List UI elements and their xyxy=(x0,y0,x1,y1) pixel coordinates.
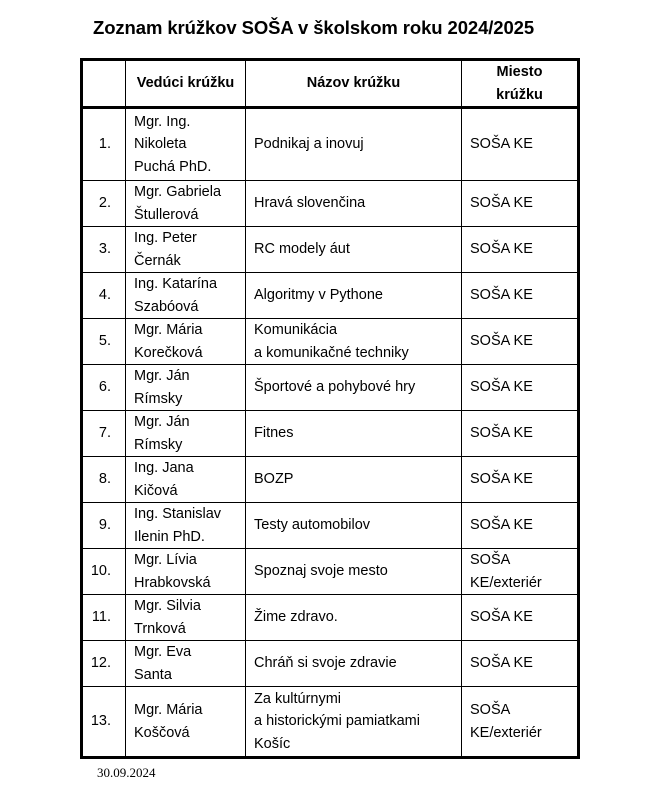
leader-cell-line: Ing. Katarína xyxy=(134,276,218,292)
row-number-text: 12. xyxy=(90,655,111,672)
leader-cell xyxy=(126,181,246,227)
place-cell xyxy=(462,227,579,273)
club-name-cell xyxy=(246,503,462,549)
header-club-name: Názov krúžku xyxy=(246,60,462,108)
club-name-cell xyxy=(246,687,462,758)
club-name-cell-line: Hravá slovenčina xyxy=(254,195,366,212)
leader-cell-line: Szabóová xyxy=(134,298,199,315)
club-name-cell-line: Žime zdravo. xyxy=(254,609,338,626)
leader-cell-line: Mgr. Silvia xyxy=(134,598,201,614)
row-number-text: 3. xyxy=(98,241,111,258)
leader-cell-line: Mgr. Mária xyxy=(134,702,203,718)
place-cell-line: SOŠA KE xyxy=(470,195,533,212)
leader-cell-line: Korečková xyxy=(134,344,203,361)
place-cell-line: SOŠA KE xyxy=(470,379,533,396)
place-cell-line: SOŠA KE xyxy=(470,287,533,304)
place-cell xyxy=(462,549,579,595)
place-cell xyxy=(462,641,579,687)
row-number-text: 9. xyxy=(98,517,111,534)
club-name-cell xyxy=(246,108,462,181)
leader-cell-line: Koščová xyxy=(134,724,190,741)
row-number xyxy=(82,365,126,411)
table-row xyxy=(82,641,579,687)
place-cell-line: KE/exteriér xyxy=(470,724,542,741)
row-number-text: 7. xyxy=(98,425,111,442)
place-cell xyxy=(462,687,579,758)
place-cell-line: SOŠA KE xyxy=(470,655,533,672)
leader-cell-line: Ing. Peter xyxy=(134,230,197,246)
club-name-cell-line: Komunikácia xyxy=(254,322,338,338)
leader-cell xyxy=(126,457,246,503)
leader-cell xyxy=(126,227,246,273)
club-name-cell-line: Testy automobilov xyxy=(254,517,371,534)
leader-cell xyxy=(126,549,246,595)
header-leader: Vedúci krúžku xyxy=(126,60,246,108)
club-name-cell xyxy=(246,365,462,411)
club-name-cell xyxy=(246,549,462,595)
row-number-text: 1. xyxy=(98,136,111,153)
leader-cell-line: Mgr. Mária xyxy=(134,322,203,338)
place-cell-line: SOŠA KE xyxy=(470,609,533,626)
club-name-cell xyxy=(246,227,462,273)
row-number-text: 13. xyxy=(90,713,111,730)
row-number xyxy=(82,227,126,273)
row-number-text: 4. xyxy=(98,287,111,304)
row-number-text: 11. xyxy=(91,609,111,626)
table-row xyxy=(82,227,579,273)
leader-cell xyxy=(126,595,246,641)
place-cell-line: SOŠA KE xyxy=(470,425,533,442)
club-name-cell xyxy=(246,641,462,687)
leader-cell-line: Ing. Jana xyxy=(134,460,194,476)
club-name-cell xyxy=(246,273,462,319)
club-name-cell-line: Algoritmy v Pythone xyxy=(254,287,383,304)
row-number-text: 2. xyxy=(98,195,111,212)
club-name-cell-line: a historickými pamiatkami xyxy=(254,713,420,730)
table-row xyxy=(82,503,579,549)
place-cell-line: SOŠA xyxy=(470,702,511,718)
row-number-text: 5. xyxy=(98,333,111,350)
leader-cell-line: Trnková xyxy=(134,620,186,637)
clubs-table xyxy=(80,58,580,759)
leader-cell-line: Puchá PhD. xyxy=(134,158,212,175)
place-cell-line: SOŠA KE xyxy=(470,517,533,534)
leader-cell-line: Santa xyxy=(134,666,172,683)
header-place-text: Miesto krúžku xyxy=(496,64,543,103)
leader-cell-line: Ing. Stanislav xyxy=(134,506,222,522)
place-cell-line: SOŠA KE xyxy=(470,471,533,488)
leader-cell-line: Ilenin PhD. xyxy=(134,528,205,545)
club-name-cell xyxy=(246,181,462,227)
table-row xyxy=(82,549,579,595)
club-name-cell-line: Spoznaj svoje mesto xyxy=(254,563,388,580)
table-row xyxy=(82,319,579,365)
place-cell xyxy=(462,108,579,181)
leader-cell-line: Rímsky xyxy=(134,436,183,453)
leader-cell-line: Černák xyxy=(134,252,181,269)
club-name-cell-line: Podnikaj a inovuj xyxy=(254,136,364,153)
row-number-text: 10. xyxy=(90,563,111,580)
table-row xyxy=(82,181,579,227)
place-cell-line: SOŠA xyxy=(470,552,511,568)
club-name-cell-line: Športové a pohybové hry xyxy=(254,379,416,396)
club-name-cell xyxy=(246,411,462,457)
leader-cell xyxy=(126,503,246,549)
place-cell xyxy=(462,319,579,365)
place-cell xyxy=(462,181,579,227)
row-number xyxy=(82,457,126,503)
row-number xyxy=(82,181,126,227)
leader-cell xyxy=(126,319,246,365)
place-cell-line: SOŠA KE xyxy=(470,241,533,258)
table-row xyxy=(82,108,579,181)
table-row xyxy=(82,411,579,457)
leader-cell-line: Mgr. Lívia xyxy=(134,552,197,568)
table-row xyxy=(82,687,579,758)
leader-cell xyxy=(126,641,246,687)
leader-cell-line: Štullerová xyxy=(134,206,199,223)
place-cell-line: KE/exteriér xyxy=(470,574,542,591)
table-header-row xyxy=(82,60,579,108)
leader-cell-line: Nikoleta xyxy=(134,136,187,153)
leader-cell-line: Hrabkovská xyxy=(134,574,211,591)
row-number xyxy=(82,319,126,365)
row-number xyxy=(82,595,126,641)
row-number xyxy=(82,273,126,319)
place-cell xyxy=(462,595,579,641)
row-number xyxy=(82,108,126,181)
leader-cell xyxy=(126,273,246,319)
row-number-text: 6. xyxy=(98,379,111,396)
place-cell xyxy=(462,503,579,549)
club-name-cell-line: a komunikačné techniky xyxy=(254,344,409,361)
leader-cell-line: Mgr. Ján xyxy=(134,414,190,430)
place-cell-line: SOŠA KE xyxy=(470,333,533,350)
club-name-cell-line: Fitnes xyxy=(254,425,294,442)
table-row xyxy=(82,273,579,319)
club-name-cell-line: BOZP xyxy=(254,471,294,488)
table-row xyxy=(82,457,579,503)
leader-cell xyxy=(126,365,246,411)
row-number xyxy=(82,411,126,457)
club-name-cell-line: RC modely áut xyxy=(254,241,350,258)
page-title: Zoznam krúžkov SOŠA v školskom roku 2024/2025 xyxy=(93,17,535,38)
leader-cell-line: Mgr. Eva xyxy=(134,644,192,660)
row-number xyxy=(82,687,126,758)
club-name-cell-line: Za kultúrnymi xyxy=(254,690,342,707)
place-cell xyxy=(462,365,579,411)
row-number-text: 8. xyxy=(98,471,111,488)
leader-cell-line: Mgr. Gabriela xyxy=(134,184,222,200)
place-cell xyxy=(462,273,579,319)
club-name-cell xyxy=(246,319,462,365)
club-name-cell-line: Košíc xyxy=(254,735,291,752)
row-number xyxy=(82,503,126,549)
leader-cell xyxy=(126,687,246,758)
document-date: 30.09.2024 xyxy=(97,765,156,780)
leader-cell-line: Kičová xyxy=(134,482,178,499)
leader-cell xyxy=(126,411,246,457)
leader-cell-line: Mgr. Ján xyxy=(134,368,190,384)
club-name-cell-line: Chráň si svoje zdravie xyxy=(254,655,397,672)
header-number xyxy=(82,60,126,108)
leader-cell xyxy=(126,108,246,181)
leader-cell-line: Rímsky xyxy=(134,390,183,407)
row-number xyxy=(82,641,126,687)
table-row xyxy=(82,595,579,641)
header-place xyxy=(462,60,579,108)
table-row xyxy=(82,365,579,411)
place-cell xyxy=(462,411,579,457)
row-number xyxy=(82,549,126,595)
club-name-cell xyxy=(246,457,462,503)
place-cell xyxy=(462,457,579,503)
club-name-cell xyxy=(246,595,462,641)
leader-cell-line: Mgr. Ing. xyxy=(134,113,191,130)
place-cell-line: SOŠA KE xyxy=(470,136,533,153)
